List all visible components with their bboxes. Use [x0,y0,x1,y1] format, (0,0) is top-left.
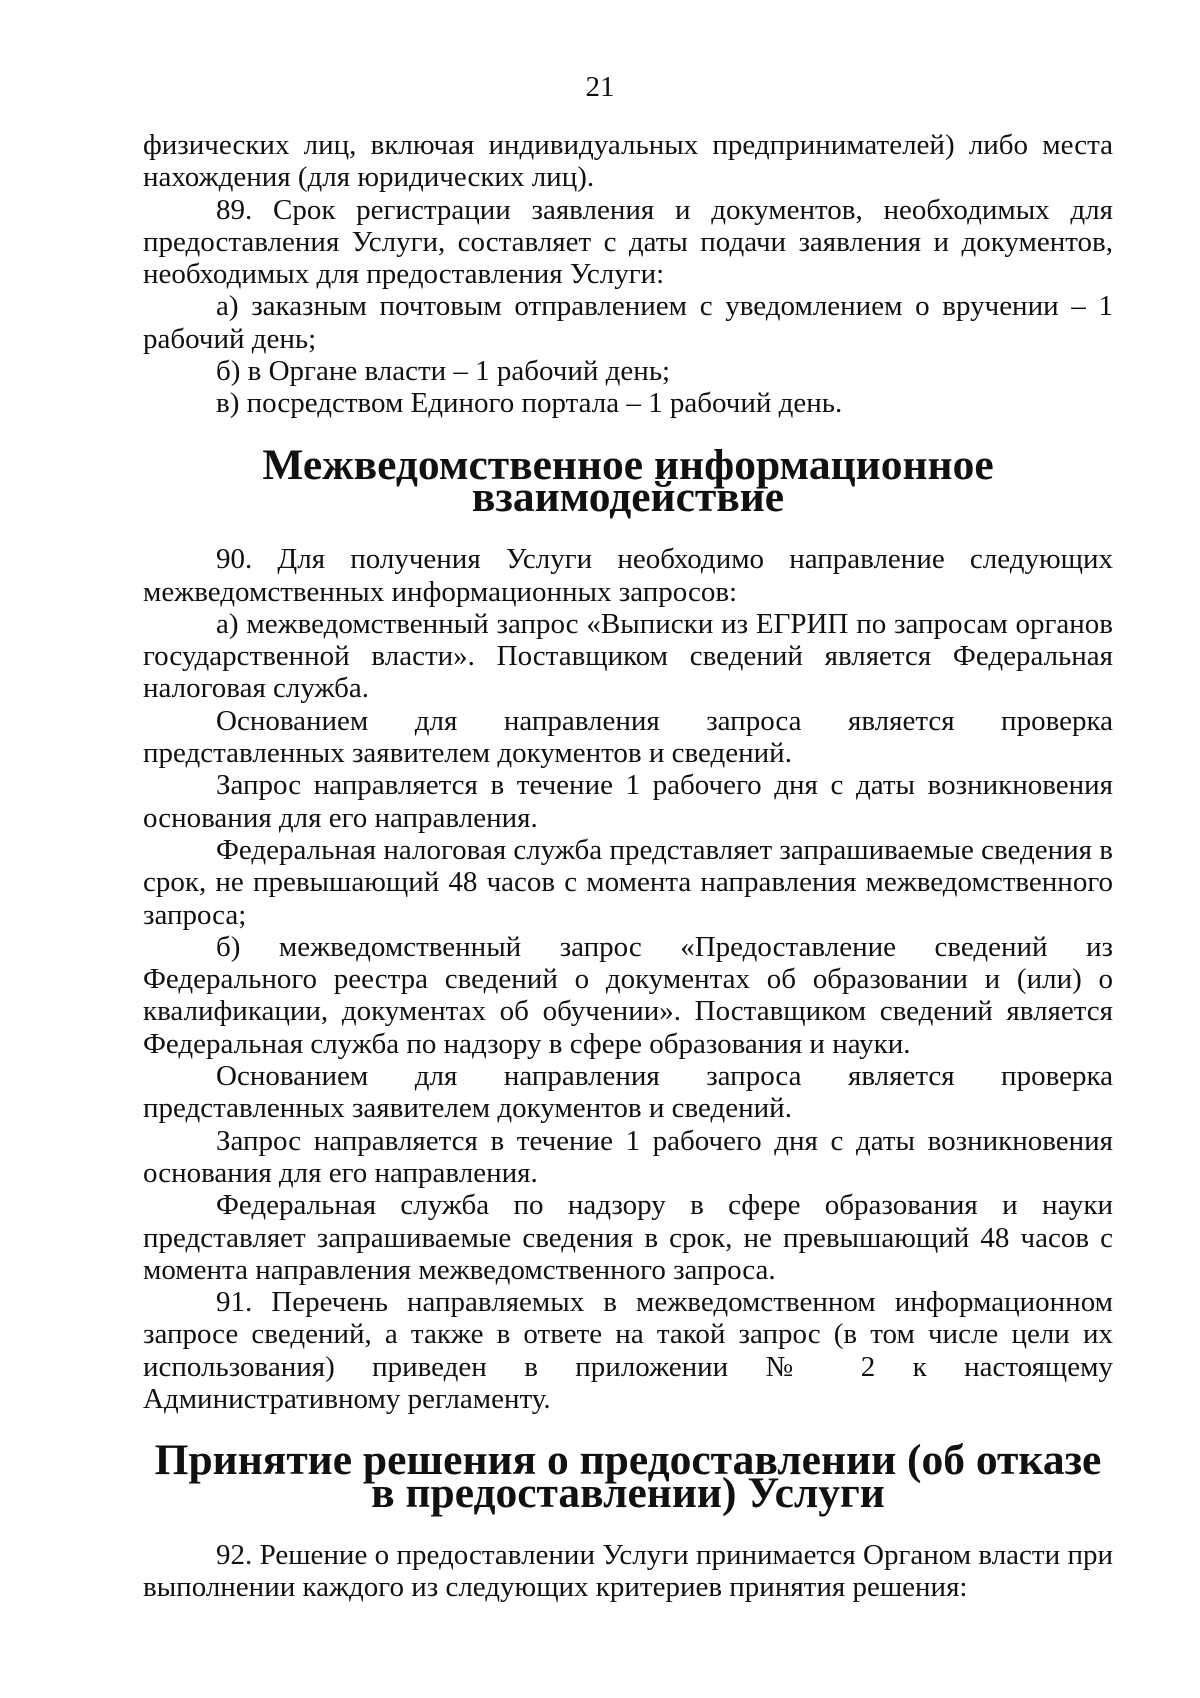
list-item-90b: б) межведомственный запрос «Предоставление сведений из Федерального реестра сведений о документах об образовании и (или) о квалификации, документах об обучении». Поставщиком сведений является Федеральная служба по надзору в сфере образования и науки. [143,930,1113,1060]
section-heading-decision: Принятие решения о предоставлении (об отказе в предоставлении) Услуги [154,1436,1102,1517]
paragraph-fns-response: Федеральная налоговая служба представляет запрашиваемые сведения в срок, не превышающий 48 часов с момента направления межведомственного запроса; [143,833,1113,931]
paragraph-basis-1: Основанием для направления запроса является проверка представленных заявителем документов и сведений. [143,704,1113,770]
paragraph-91: 91. Перечень направляемых в межведомственном информационном запросе сведений, а также в ответе на такой запрос (в том числе цели их использования) приведен в приложении № 2 к настоящему Административному регламенту. [143,1286,1113,1415]
paragraph-rosobrnadzor-response: Федеральная служба по надзору в сфере образования и науки представляет запрашиваемые сведения в срок, не превышающий 48 часов с момента направления межведомственного запроса. [143,1189,1113,1286]
list-item-90a: а) межведомственный запрос «Выписки из ЕГРИП по запросам органов государственной власти». Поставщиком сведений является Федеральная налоговая служба. [143,607,1113,705]
list-item-89a: а) заказным почтовым отправлением с уведомлением о вручении – 1 рабочий день; [143,290,1113,355]
paragraph-continuation: физических лиц, включая индивидуальных предпринимателей) либо места нахождения (для юридических лиц). [143,129,1113,194]
paragraph-89: 89. Срок регистрации заявления и документов, необходимых для предоставления Услуги, составляет с даты подачи заявления и документов, необходимых для предоставления Услуги: [143,193,1113,291]
paragraph-92: 92. Решение о предоставлении Услуги принимается Органом власти при выполнении каждого из следующих критериев принятия решения: [143,1538,1113,1604]
page-number: 21 [585,71,615,103]
paragraph-90: 90. Для получения Услуги необходимо направление следующих межведомственных информационных запросов: [143,543,1113,608]
document-body [143,129,1113,1603]
list-item-89c: в) посредством Единого портала – 1 рабочий день. [216,387,843,420]
list-item-89b: б) в Органе власти – 1 рабочий день; [216,355,671,388]
paragraph-request-timing-2: Запрос направляется в течение 1 рабочего дня с даты возникновения основания для его направления. [143,1124,1113,1189]
paragraph-request-timing-1: Запрос направляется в течение 1 рабочего дня с даты возникновения основания для его направления. [143,769,1113,834]
paragraph-basis-2: Основанием для направления запроса является проверка представленных заявителем документов и сведений. [143,1060,1113,1125]
section-heading-interagency: Межведомственное информационное взаимодействие [262,440,994,521]
